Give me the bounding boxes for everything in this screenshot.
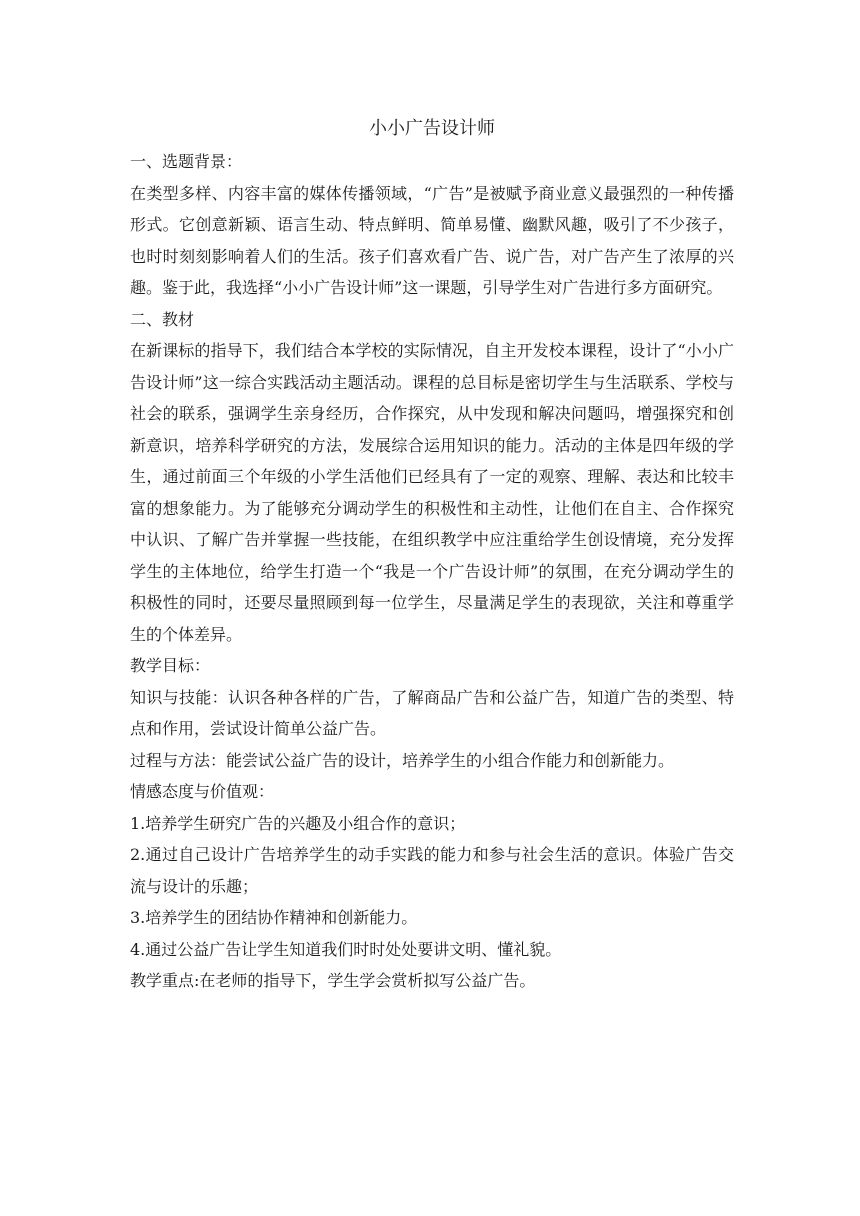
document-body (130, 114, 734, 997)
goal-process-methods: 过程与方法：能尝试公益广告的设计，培养学生的小组合作能力和创新能力。 (130, 750, 675, 770)
document-title: 小小广告设计师 (369, 118, 495, 139)
goal-item: 4.通过公益广告让学生知道我们时时处处要讲文明、懂礼貌。 (130, 939, 562, 959)
goal-item: 2.通过自己设计广告培养学生的动手实践的能力和参与社会生活的意识。体验广告交流与设计的乐趣； (130, 845, 734, 896)
goal-item: 3.培养学生的团结协作精神和创新能力。 (130, 908, 418, 927)
goal-item: 1.培养学生研究广告的兴趣及小组合作的意识； (130, 813, 466, 833)
materials-paragraph: 在新课标的指导下，我们结合本学校的实际情况，自主开发校本课程，设计了“小小广告设计师”这一综合实践活动主题活动。课程的总目标是密切学生与生活联系、学校与社会的联系，强调学生亲身经历，合作探究，从中发现和解决问题吗，增强探究和创新意识，培养科学研究的方法，发展综合运用知识的能力。活动的主体是四年级的学生，通过前面三个年级的小学生活他们已经具有了一定的观察、理解、表达和比较丰富的想象能力。为了能够充分调动学生的积极性和主动性，让他们在自主、合作探究中认识、了解广告并掌握一些技能，在组织教学中应注重给学生创设情境，充分发挥学生的主体地位，给学生打造一个“我是一个广告设计师”的氛围，在充分调动学生的积极性的同时，还要尽量照顾到每一位学生，尽量满足学生的表现欲，关注和尊重学生的个体差异。 (130, 341, 734, 644)
background-paragraph: 在类型多样、内容丰富的媒体传播领域，“广告”是被赋予商业意义最强烈的一种传播形式。它创意新颖、语言生动、特点鲜明、简单易懂、幽默风趣，吸引了不少孩子，也时时刻刻影响着人们的生活。孩子们喜欢看广告、说广告，对广告产生了浓厚的兴趣。鉴于此，我选择“小小广告设计师”这一课题，引导学生对广告进行多方面研究。 (130, 183, 734, 297)
goal-knowledge-skills: 知识与技能：认识各种各样的广告，了解商品广告和公益广告，知道广告的类型、特点和作用，尝试设计简单公益广告。 (130, 687, 734, 738)
goals-heading: 教学目标： (130, 656, 211, 675)
section-heading-materials: 二、教材 (130, 309, 195, 329)
goal-emotion-heading: 情感态度与价值观： (130, 782, 275, 801)
teaching-key-point: 教学重点:在老师的指导下，学生学会赏析拟写公益广告。 (130, 971, 536, 990)
section-heading-background: 一、选题背景： (130, 152, 243, 171)
